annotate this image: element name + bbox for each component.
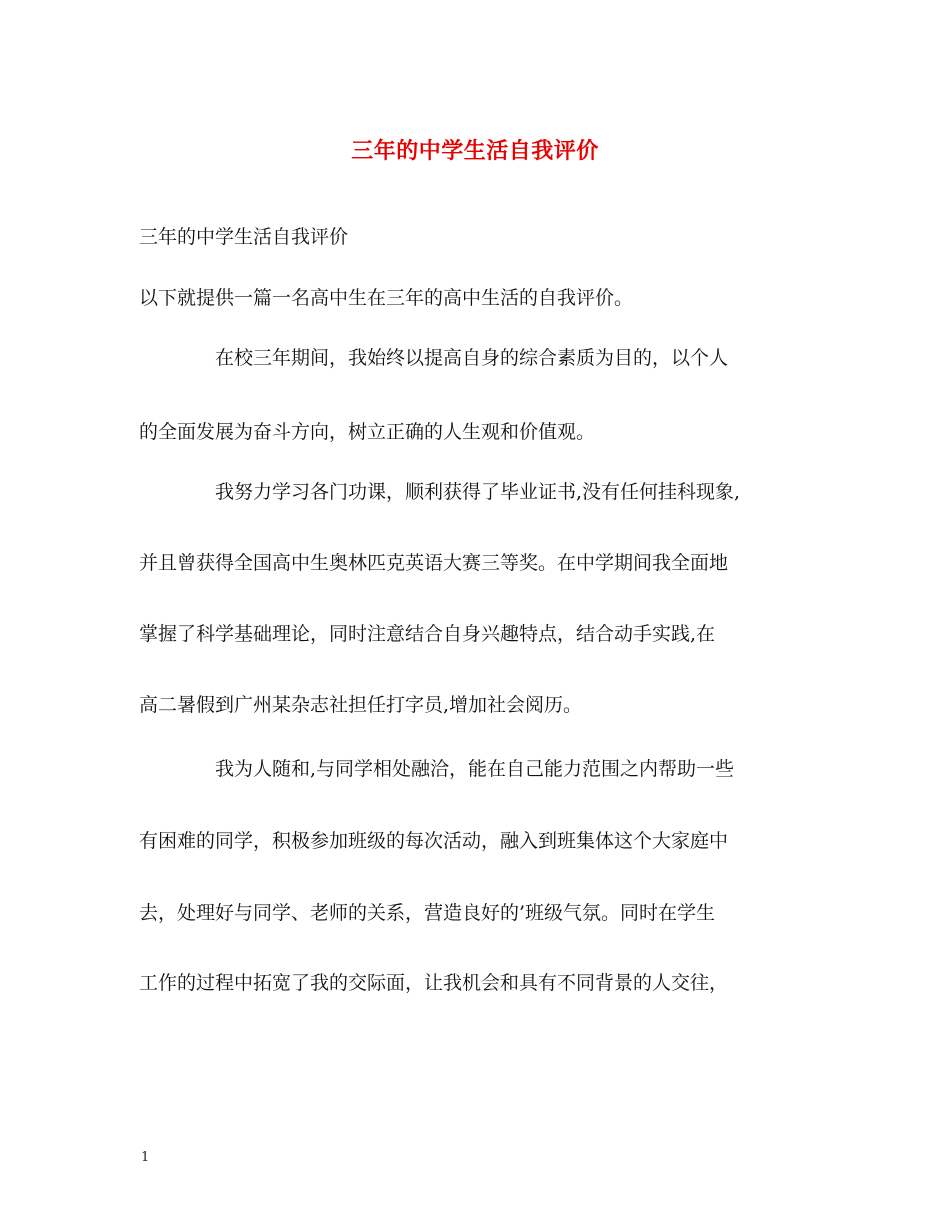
paragraph-line: 并且曾获得全国高中生奥林匹克英语大赛三等奖。在中学期间我全面地 xyxy=(139,552,729,574)
paragraph-line: 我努力学习各门功课，顺利获得了毕业证书,没有任何挂科现象, xyxy=(215,481,741,503)
paragraph-line: 三年的中学生活自我评价 xyxy=(139,226,349,248)
paragraph-line: 我为人随和,与同学相处融洽，能在自己能力范围之内帮助一些 xyxy=(215,758,735,780)
paragraph-line: 有困难的同学，积极参加班级的每次活动，融入到班集体这个大家庭中 xyxy=(139,830,729,852)
paragraph-line: 以下就提供一篇一名高中生在三年的高中生活的自我评价。 xyxy=(139,287,634,309)
page-number: 1 xyxy=(141,1150,150,1165)
paragraph-line: 高二暑假到广州某杂志社担任打字员,增加社会阅历。 xyxy=(139,694,583,716)
paragraph-line: 工作的过程中拓宽了我的交际面，让我机会和具有不同背景的人交往， xyxy=(139,972,729,994)
paragraph-line: 掌握了科学基础理论，同时注意结合自身兴趣特点，结合动手实践,在 xyxy=(139,623,716,645)
paragraph-line: 在校三年期间，我始终以提高自身的综合素质为目的，以个人 xyxy=(215,347,729,369)
paragraph-line: 的全面发展为奋斗方向，树立正确的人生观和价值观。 xyxy=(139,421,596,443)
paragraph-line: 去，处理好与同学、老师的关系，营造良好的’班级气氛。同时在学生 xyxy=(139,902,716,924)
document-title: 三年的中学生活自我评价 xyxy=(351,138,599,164)
